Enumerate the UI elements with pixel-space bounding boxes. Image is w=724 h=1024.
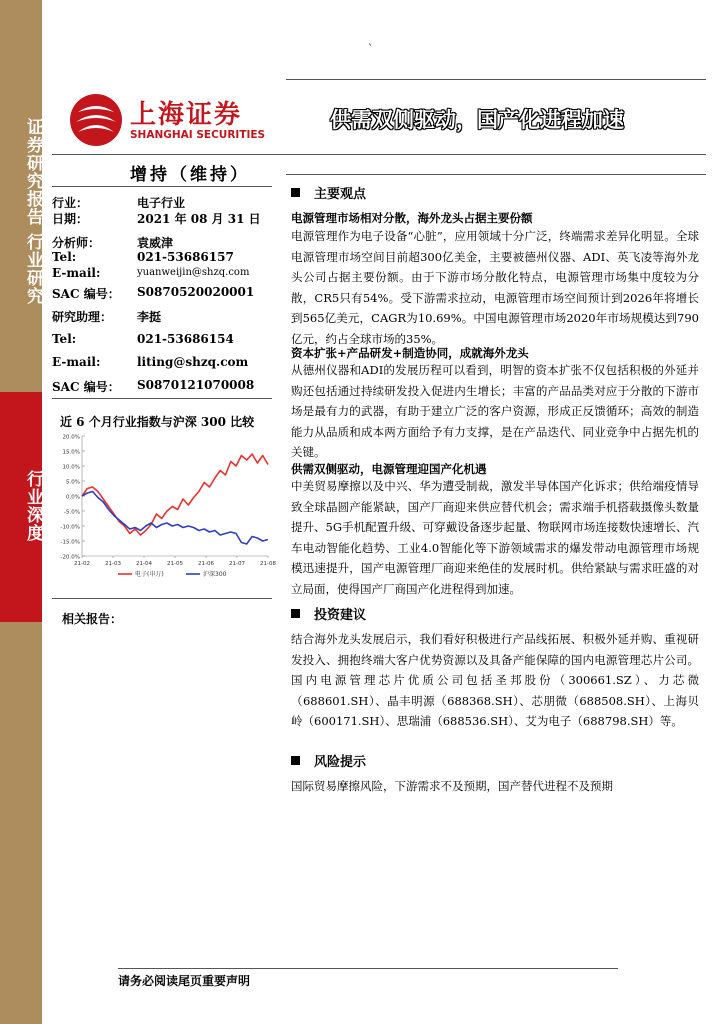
paragraph-leaders: 从德州仪器和ADI的发展历程可以看到，明智的资本扩张不仅包括积极的外延并购还包括通过持续研发投入促进内生增长；丰富的产品品类对应于分散的下游市场是最有力的武器，有助于建立广泛的客户资源，形成正反馈循环；高效的制造能力从品质和成本两方面给予有力支撑，是在产品迭代、同业竞争中占据先机的关键。 bbox=[291, 363, 699, 459]
assistant-value: 李挺 bbox=[137, 310, 162, 324]
report-title: 供需双侧驱动，国产化进程加速 bbox=[330, 108, 624, 132]
chart-title: 近 6 个月行业指数与沪深 300 比较 bbox=[60, 415, 255, 429]
tel2-value: 021-53686154 bbox=[137, 332, 234, 346]
y-tick-label: 10.0% bbox=[62, 464, 80, 471]
tel1-value: 021-53686157 bbox=[137, 250, 234, 264]
analyst-label: 分析师： bbox=[52, 236, 101, 250]
x-tick-label: 21-05 bbox=[167, 561, 183, 567]
section-bullet-icon bbox=[291, 188, 300, 197]
sac2-value: S0870121070008 bbox=[137, 378, 255, 392]
decorative-mark: ˋ bbox=[368, 44, 373, 55]
tel1-label: Tel: bbox=[52, 250, 77, 264]
x-tick-label: 21-06 bbox=[198, 561, 214, 567]
subhead-domestic: 供需双侧驱动，电源管理迎国产化机遇 bbox=[291, 462, 487, 476]
subhead-market: 电源管理市场相对分散，海外龙头占据主要份额 bbox=[291, 211, 533, 225]
tel2-label: Tel: bbox=[52, 332, 77, 346]
y-tick-label: -20.0% bbox=[60, 554, 80, 561]
footer-rule bbox=[118, 968, 618, 969]
paragraph-domestic: 中美贸易摩擦以及中兴、华为遭受制裁，激发半导体国产化诉求；供给端疫情导致全球晶圆产能紧缺，国产厂商迎来供应替代机会；需求端手机搭载摄像头数量提升、5G手机配置升级、可穿戴设备逐步起量、物联网市场连接数快速增长、汽车电动智能化趋势、工业4.0智能化等下游领域需求的爆发带动电源管理市场规模迅速提升，国产电源管理厂商迎来绝佳的发展时机。供给紧缺与需求旺盛的对立局面，使得国产厂商国产化进程得到加速。 bbox=[291, 479, 699, 596]
legend-label: 电子(申万) bbox=[135, 571, 164, 578]
date-value: 2021 年 08 月 31 日 bbox=[137, 212, 261, 226]
rating-rule bbox=[52, 186, 272, 187]
logo-emblem-icon bbox=[68, 92, 124, 148]
section-bullet-icon bbox=[291, 756, 300, 765]
header-rule-bottom bbox=[52, 154, 706, 155]
section-bullet-icon bbox=[291, 609, 300, 618]
email1-value[interactable]: yuanweijin@shzq.com bbox=[137, 267, 250, 278]
y-tick-label: -5.0% bbox=[64, 509, 80, 516]
company-logo bbox=[68, 92, 266, 148]
section-risk: 风险提示 bbox=[291, 751, 366, 770]
x-tick-label: 21-03 bbox=[105, 561, 121, 567]
section-main-points: 主要观点 bbox=[291, 183, 366, 202]
index-comparison-chart bbox=[46, 430, 276, 590]
industry-value: 电子行业 bbox=[137, 196, 186, 210]
paragraph-market: 电源管理作为电子设备“心脏”，应用领域十分广泛，终端需求差异化明显。全球电源管理市场空间目前超300亿美金，主要被德州仪器、ADI、英飞凌等海外龙头公司占据主要份额。由于下游市场分散化特点，电源管理市场集中度较为分散，CR5只有54%。受下游需求拉动，电源管理市场空间预计到2026年将增长到565亿美元，CAGR为10.69%。中国电源管理市场2020年市场规模达到790亿元，约占全球市场的35%。 bbox=[291, 229, 699, 346]
related-reports-label: 相关报告： bbox=[62, 612, 123, 626]
x-tick-label: 21-04 bbox=[136, 561, 152, 567]
sidebar-category-bottom: 行业深度 bbox=[23, 470, 43, 542]
footer-disclaimer: 请务必阅读尾页重要声明 bbox=[118, 974, 251, 988]
y-tick-label: -15.0% bbox=[60, 539, 80, 546]
y-tick-label: -10.0% bbox=[60, 524, 80, 531]
y-tick-label: 20.0% bbox=[62, 434, 80, 441]
sac2-label: SAC 编号： bbox=[52, 380, 120, 394]
industry-label: 行业： bbox=[52, 196, 89, 210]
x-tick-label: 21-07 bbox=[229, 561, 245, 567]
email2-value[interactable]: liting@shzq.com bbox=[137, 355, 249, 369]
legend-label: 沪深300 bbox=[203, 571, 227, 578]
y-tick-label: 5.0% bbox=[66, 479, 80, 486]
chart-rule bbox=[52, 598, 272, 599]
paragraph-risk: 国际贸易摩擦风险，下游需求不及预期，国产替代进程不及预期 bbox=[291, 779, 613, 793]
sac1-value: S0870520020001 bbox=[137, 285, 255, 299]
content-rule bbox=[286, 174, 706, 175]
y-tick-label: 0.0% bbox=[66, 494, 80, 501]
email2-label: E-mail: bbox=[52, 355, 101, 369]
logo-text-en: SHANGHAI SECURITIES bbox=[130, 129, 266, 141]
series-line-csi300 bbox=[82, 492, 268, 545]
date-label: 日期： bbox=[52, 212, 89, 226]
sidebar-category-top: 证券研究报告 行业研究 bbox=[23, 118, 43, 305]
logo-text-cn: 上海证券 bbox=[130, 100, 243, 130]
email1-label: E-mail: bbox=[52, 266, 101, 280]
analyst-value: 袁威津 bbox=[137, 236, 174, 250]
subhead-leaders: 资本扩张+产品研发+制造协同，成就海外龙头 bbox=[291, 346, 529, 360]
y-tick-label: 15.0% bbox=[62, 449, 80, 456]
paragraph-investment: 结合海外龙头发展启示，我们看好积极进行产品线拓展、积极外延并购、重视研发投入、拥抱终端大客户优势资源以及具备产能保障的国内电源管理芯片公司。国内电源管理芯片优质公司包括圣邦股份（300661.SZ）、力芯微（688601.SH）、晶丰明源（688368.SH）、芯朋微（688508.SH）、上海贝岭（600171.SH）、思瑞浦（688536.SH）、艾为电子（688798.SH）等。 bbox=[291, 632, 699, 728]
assistant-label: 研究助理： bbox=[52, 310, 113, 324]
series-line-electronics bbox=[82, 454, 268, 535]
rating: 增持（维持） bbox=[130, 165, 250, 185]
header-rule-top bbox=[286, 79, 706, 80]
x-tick-label: 21-02 bbox=[74, 561, 90, 567]
sac1-label: SAC 编号： bbox=[52, 287, 120, 301]
section-investment: 投资建议 bbox=[291, 604, 366, 623]
info-rule bbox=[52, 398, 272, 399]
x-tick-label: 21-08 bbox=[260, 561, 276, 567]
